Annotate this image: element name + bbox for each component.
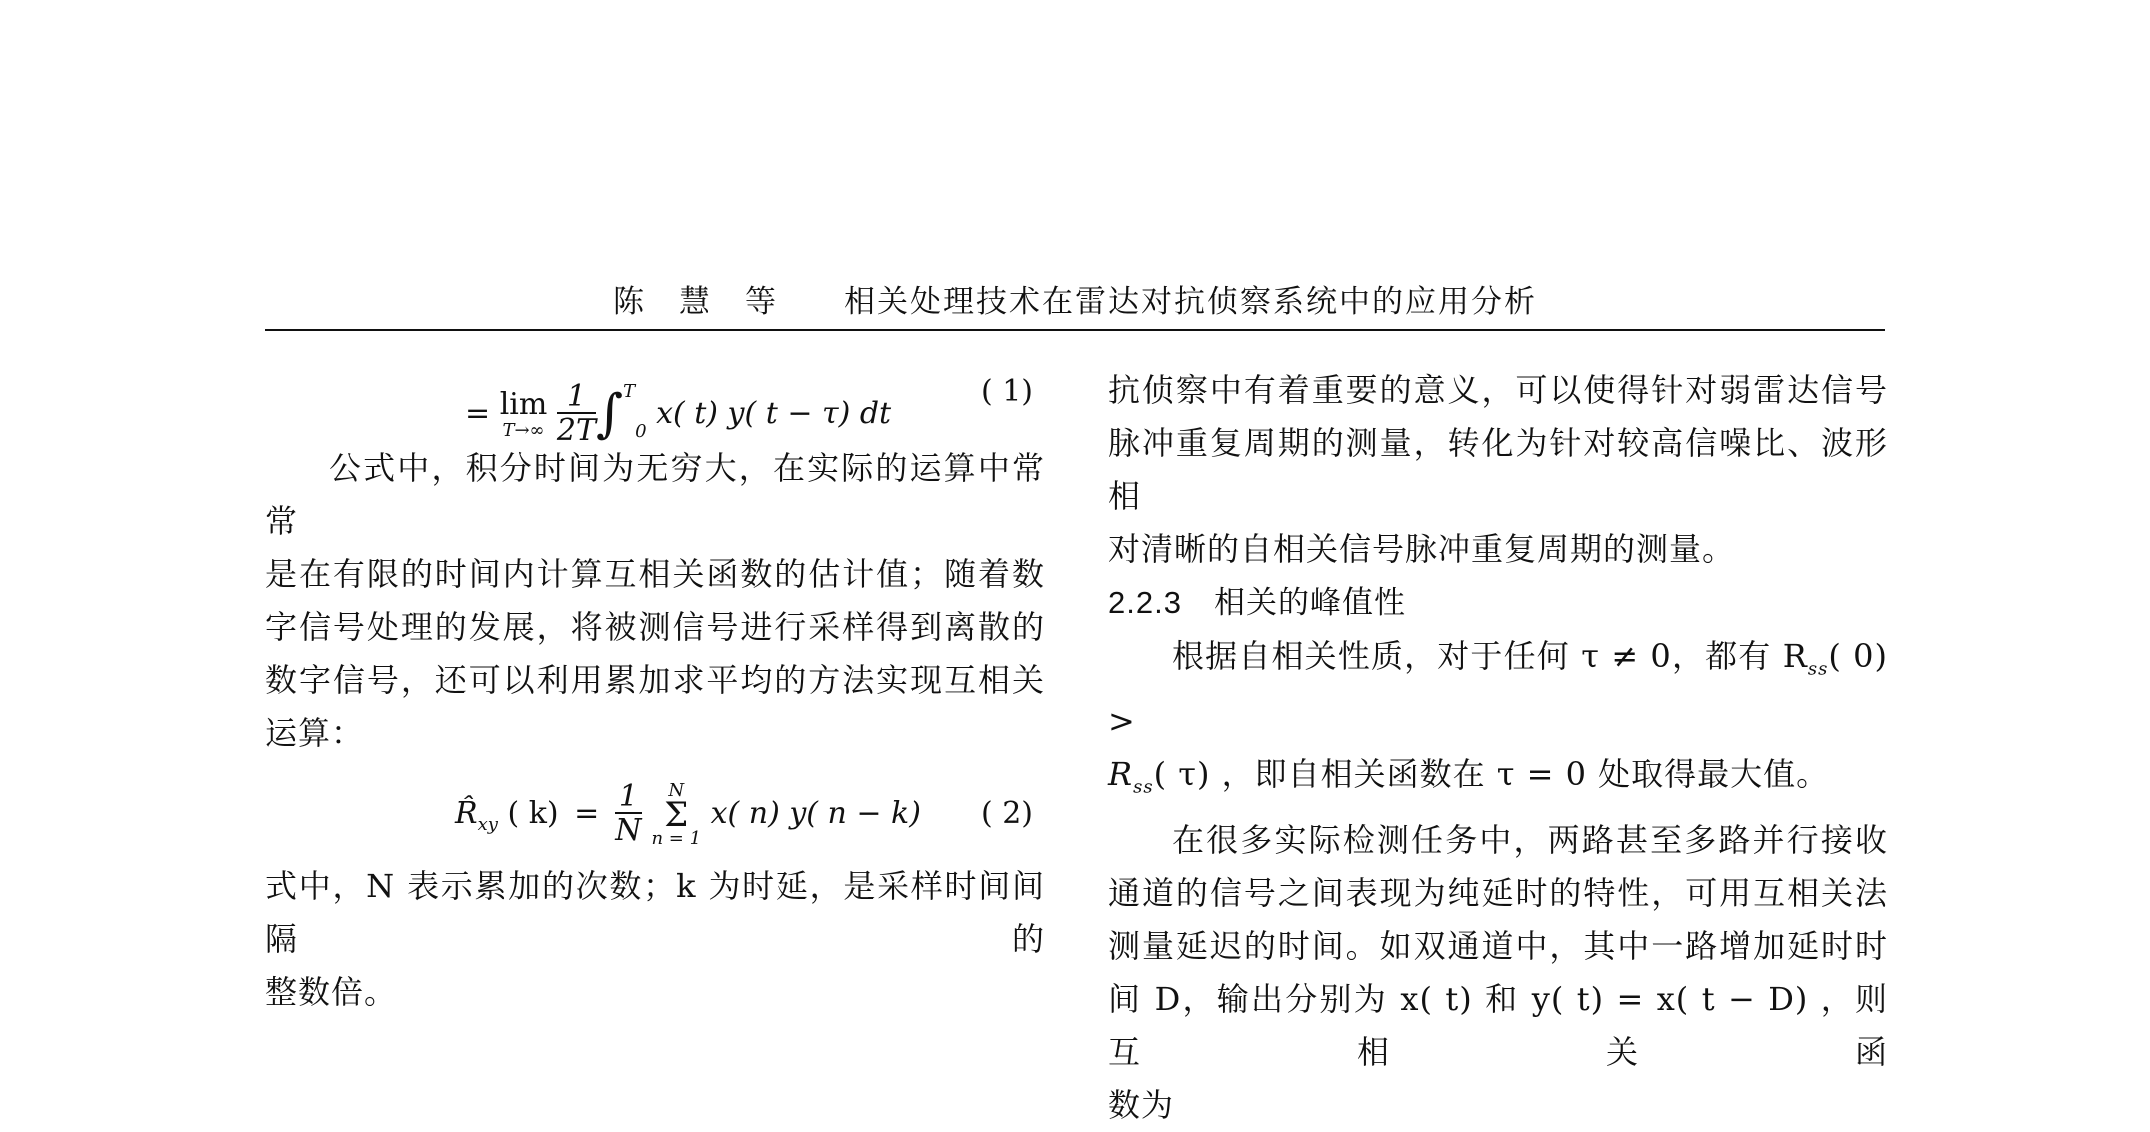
text-line: 公式中，积分时间为无穷大，在实际的运算中常常 (265, 449, 1045, 540)
subscript: ss (1807, 658, 1829, 680)
equation-2 (265, 774, 1045, 854)
eq2-fraction (615, 779, 642, 848)
eq2-lhs-arg: ( k) (507, 796, 559, 831)
text-line: 间 D，输出分别为 x( t) 和 y( t) = x( t − D) ，则互相关函 (1108, 979, 1888, 1071)
text-line: 数为 (1108, 1085, 1175, 1124)
eq2-lhs: R̂ (455, 796, 478, 831)
section-heading (1108, 576, 1888, 630)
eq1-equals: = (465, 396, 491, 431)
right-paragraph-2 (1108, 630, 1888, 814)
left-column (265, 360, 1045, 1019)
equation-1-label: ( 1) (980, 374, 1033, 409)
right-column (1108, 364, 1888, 1132)
running-header (265, 276, 1885, 328)
section-title: 相关的峰值性 (1213, 585, 1406, 621)
equation-2-label: ( 2) (980, 796, 1033, 831)
eq1-fraction (556, 379, 596, 448)
right-paragraph-1 (1108, 364, 1888, 576)
eq2-lhs-sub: xy (477, 814, 498, 835)
text-line: 测量延迟的时间。如双通道中，其中一路增加延时时 (1108, 926, 1888, 965)
header-title: 相关处理技术在雷达对抗侦察系统中的应用分析 (844, 284, 1537, 320)
right-paragraph-3 (1108, 814, 1888, 1132)
eq1-upper-bound: T (623, 381, 636, 402)
eq2-term: x( n) y( n − k) (710, 796, 921, 831)
text-line: 抗侦察中有着重要的意义，可以使得针对弱雷达信号 (1108, 371, 1888, 409)
text-line: 对清晰的自相关信号脉冲重复周期的测量。 (1108, 530, 1736, 568)
equation-2-body (455, 774, 921, 865)
text-fragment: ( τ) ，即自相关函数在 τ = 0 处取得最大值。 (1153, 755, 1830, 794)
eq2-sum-sign: Σ (664, 795, 689, 835)
text-line (1108, 630, 1888, 748)
text-line: 是在有限的时间内计算互相关函数的估计值；随着数 (265, 555, 1045, 593)
text-line: 脉冲重复周期的测量，转化为针对较高信噪比、波形相 (1108, 424, 1888, 515)
text-fragment: 根据自相关性质，对于任何 τ ≠ 0，都有 R (1172, 637, 1808, 675)
header-rule (265, 329, 1885, 331)
eq1-lim-sub: T→∞ (502, 420, 545, 441)
text-line: 整数倍。 (265, 973, 398, 1011)
text-line: 在很多实际检测任务中，两路甚至多路并行接收 (1172, 820, 1888, 859)
equation-1 (265, 360, 1045, 448)
eq1-integral-sign: ∫ (595, 384, 624, 444)
eq1-limit (500, 389, 548, 441)
eq2-frac-den: N (615, 813, 642, 848)
eq2-summation (651, 782, 701, 848)
eq1-lim-text: lim (499, 387, 548, 422)
eq1-integrand: x( t) y( t − τ) dt (656, 396, 892, 431)
text-line: 数字信号，还可以利用累加求平均的方法实现互相关 (265, 661, 1045, 699)
text-fragment: R (1108, 755, 1134, 794)
header-authors: 陈 慧 等 (613, 284, 778, 320)
eq2-sum-sub: n = 1 (651, 828, 702, 849)
left-paragraph-1 (265, 442, 1045, 760)
eq1-frac-den: 2T (556, 413, 596, 448)
equation-1-body (465, 360, 891, 464)
text-line (1108, 748, 1888, 813)
text-line: 运算： (265, 714, 365, 752)
left-paragraph-2 (265, 860, 1045, 1019)
eq2-equals: = (574, 796, 600, 831)
text-line: 字信号处理的发展，将被测信号进行采样得到离散的 (265, 608, 1045, 646)
subscript: ss (1133, 776, 1154, 798)
eq2-sum-top: N (668, 780, 685, 801)
text-fragment: ( 0) > (1108, 637, 1888, 741)
eq1-lower-bound: 0 (635, 421, 647, 442)
text-line: 式中，N 表示累加的次数；k 为时延，是采样时间间隔的 (265, 867, 1045, 958)
eq2-frac-num: 1 (615, 782, 642, 814)
text-line: 通道的信号之间表现为纯延时的特性，可用互相关法 (1108, 873, 1888, 912)
eq1-frac-num: 1 (557, 382, 596, 414)
section-number: 2.2.3 (1108, 585, 1182, 620)
